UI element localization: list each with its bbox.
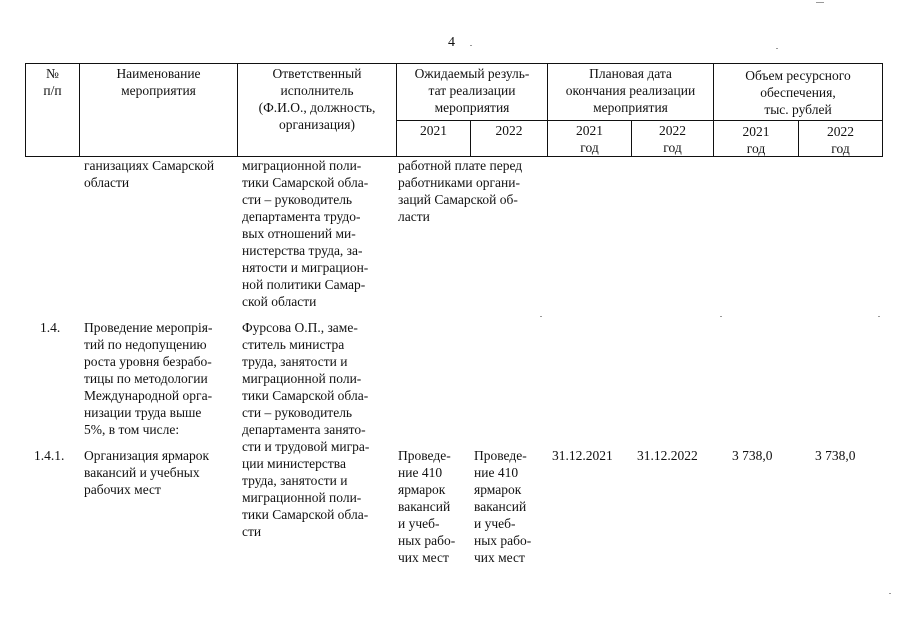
row-1-4-1-resources-2021: 3 738,0 — [732, 448, 773, 463]
row-1-4-1-result-2021: Проведе- ние 410 ярмарок вакансий и учеб- ных рабо- чих мест — [398, 448, 456, 565]
header-result-2022: 2022 — [495, 123, 523, 138]
header-number: № п/п — [43, 66, 62, 98]
row-1-4-1-resources-2022: 3 738,0 — [815, 448, 856, 463]
page-number: 4 — [448, 35, 455, 50]
header-resources-2021: 2021 год — [742, 124, 770, 156]
header-expected-result: Ожидаемый резуль- тат реализации мероприятия — [414, 66, 530, 115]
row-1-4-1-number: 1.4.1. — [34, 448, 65, 463]
row-1-4-1-date-2022: 31.12.2022 — [637, 448, 698, 463]
header-date-2021: 2021 год — [576, 123, 603, 155]
row-1-4-1-name: Организация ярмарок вакансий и учебных рабочих мест — [84, 448, 210, 497]
row-1-4-responsible: Фурсова О.П., заме- ститель министра труда, занятости и миграционной поли- тики Самарской обла- сти – руководитель департамента занято- сти и трудовой мигра- ции министерства труда, занятости и миграционной поли- тики Самарской обла- сти — [242, 320, 370, 539]
header-planned-date: Плановая дата окончания реализации мероприятия — [565, 66, 696, 115]
header-responsible: Ответственный исполнитель (Ф.И.О., должность, организация) — [258, 66, 376, 132]
cont-row-result: работной плате перед работниками органи- заций Самарской об- ласти — [398, 158, 523, 224]
row-1-4-number: 1.4. — [40, 320, 61, 335]
cont-row-responsible: миграционной поли- тики Самарской обла- сти – руководитель департамента трудо- вых отношений ми- нистерства труда, за- нятости и миграцион- ной политики Самар- ской области — [242, 158, 369, 309]
row-1-4-name: Проведение меропрія- тий по недопущению роста уровня безрабо- тицы по методологии Международной орга- низации труда выше 5%, в том числе: — [84, 320, 213, 437]
header-name: Наименование мероприятия — [116, 66, 201, 98]
row-1-4-1-date-2021: 31.12.2021 — [552, 448, 613, 463]
row-1-4-1-result-2022: Проведе- ние 410 ярмарок вакансий и учеб- ных рабо- чих мест — [474, 448, 532, 565]
header-resources: Объем ресурсного обеспечения, тыс. рублей — [745, 68, 851, 117]
cont-row-name: ганизациях Самарской области — [84, 158, 215, 190]
header-resources-2022: 2022 год — [827, 124, 854, 156]
header-result-2021: 2021 — [420, 123, 447, 138]
header-date-2022: 2022 год — [659, 123, 686, 155]
